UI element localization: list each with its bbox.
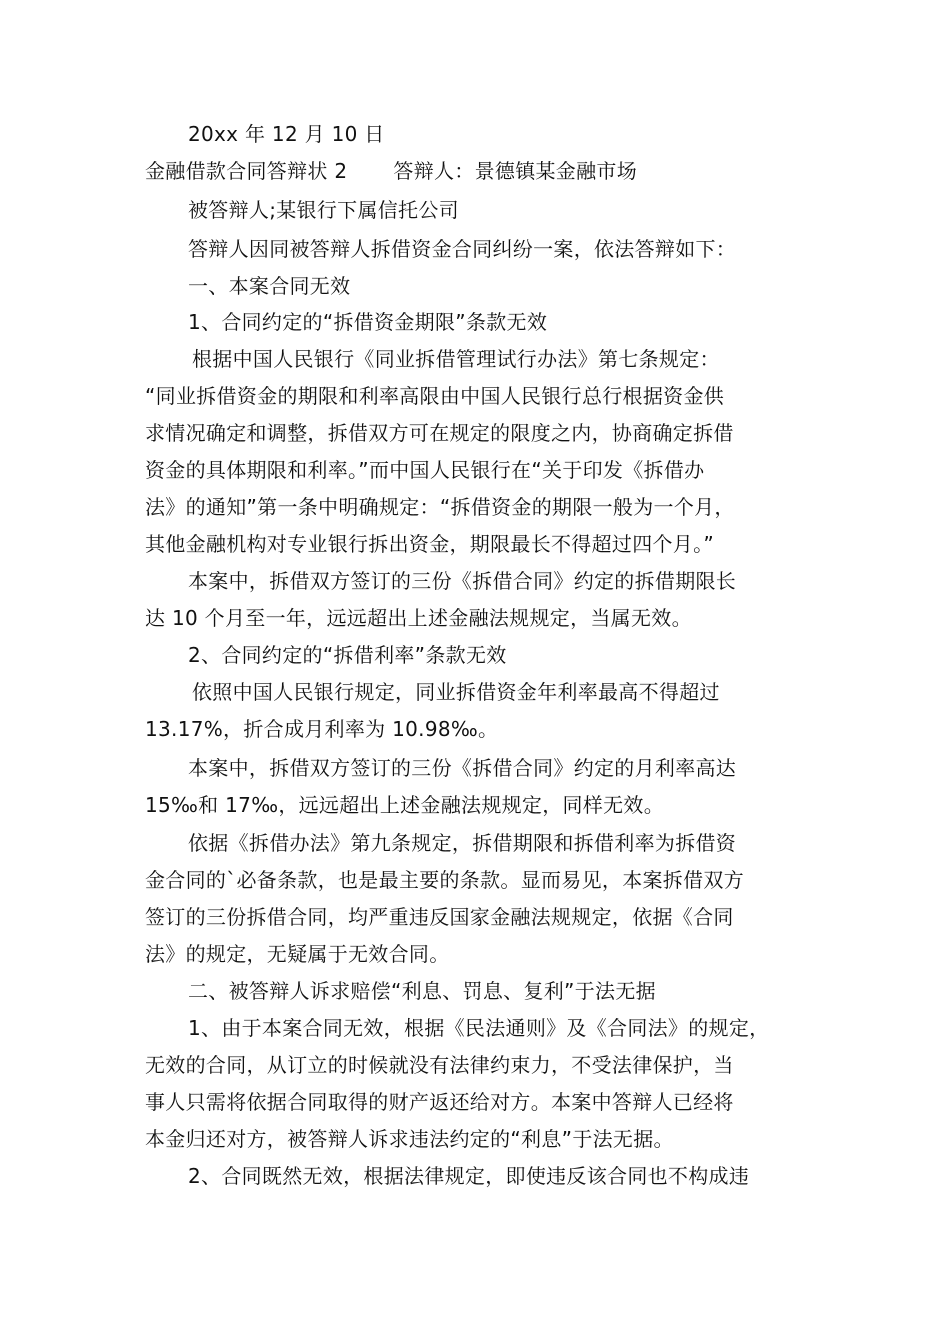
paragraph-line: 依据《拆借办法》第九条规定，拆借期限和拆借利率为拆借资 xyxy=(188,831,737,855)
paragraph-line: 根据中国人民银行《同业拆借管理试行办法》第七条规定： xyxy=(192,347,720,371)
paragraph-line: “同业拆借资金的期限和利率高限由中国人民银行总行根据资金供 xyxy=(145,384,725,408)
paragraph-line: 本案中，拆借双方签订的三份《拆借合同》约定的月利率高达 xyxy=(188,756,737,780)
paragraph-line: 1、由于本案合同无效，根据《民法通则》及《合同法》的规定， xyxy=(188,1016,770,1040)
paragraph-line: 无效的合同，从订立的时候就没有法律约束力，不受法律保护，当 xyxy=(145,1053,734,1077)
paragraph-line: 法》的规定，无疑属于无效合同。 xyxy=(145,942,450,966)
paragraph-line: 13.17%，折合成月利率为 10.98‰。 xyxy=(145,717,499,741)
paragraph-line: 答辩人因同被答辩人拆借资金合同纠纷一案，依法答辩如下： xyxy=(188,237,737,261)
paragraph-line: 求情况确定和调整，拆借双方可在规定的限度之内，协商确定拆借 xyxy=(145,421,734,445)
document-title: 金融借款合同答辩状 2 xyxy=(145,159,348,183)
document-date: 20xx 年 12 月 10 日 xyxy=(188,122,385,146)
paragraph-line: 本金归还对方，被答辩人诉求违法约定的“利息”于法无据。 xyxy=(145,1127,674,1151)
paragraph-line: 法》的通知”第一条中明确规定：“拆借资金的期限一般为一个月， xyxy=(145,495,735,519)
subsection-heading: 1、合同约定的“拆借资金期限”条款无效 xyxy=(188,310,548,334)
paragraph-line: 资金的具体期限和利率。”而中国人民银行在“关于印发《拆借办 xyxy=(145,458,705,482)
paragraph-line: 达 10 个月至一年，远远超出上述金融法规规定，当属无效。 xyxy=(145,606,692,630)
paragraph-line: 依照中国人民银行规定，同业拆借资金年利率最高不得超过 xyxy=(192,680,720,704)
paragraph-line: 本案中，拆借双方签订的三份《拆借合同》约定的拆借期限长 xyxy=(188,569,737,593)
section-heading: 一、本案合同无效 xyxy=(188,274,351,298)
paragraph-line: 2、合同既然无效，根据法律规定，即使违反该合同也不构成违 xyxy=(188,1164,750,1188)
paragraph-line: 其他金融机构对专业银行拆出资金，期限最长不得超过四个月。” xyxy=(145,532,715,556)
respondent-line: 答辩人：景德镇某金融市场 xyxy=(393,159,637,183)
paragraph-line: 签订的三份拆借合同，均严重违反国家金融法规规定，依据《合同 xyxy=(145,905,734,929)
paragraph-line: 金合同的`必备条款，也是最主要的条款。显而易见，本案拆借双方 xyxy=(145,868,744,892)
document-heading xyxy=(145,157,637,185)
section-heading: 二、被答辩人诉求赔偿“利息、罚息、复利”于法无据 xyxy=(188,979,656,1003)
subsection-heading: 2、合同约定的“拆借利率”条款无效 xyxy=(188,643,507,667)
paragraph-line: 15‰和 17‰，远远超出上述金融法规规定，同样无效。 xyxy=(145,793,665,817)
paragraph-line: 事人只需将依据合同取得的财产返还给对方。本案中答辩人已经将 xyxy=(145,1090,734,1114)
paragraph-line: 被答辩人;某银行下属信托公司 xyxy=(188,198,459,222)
